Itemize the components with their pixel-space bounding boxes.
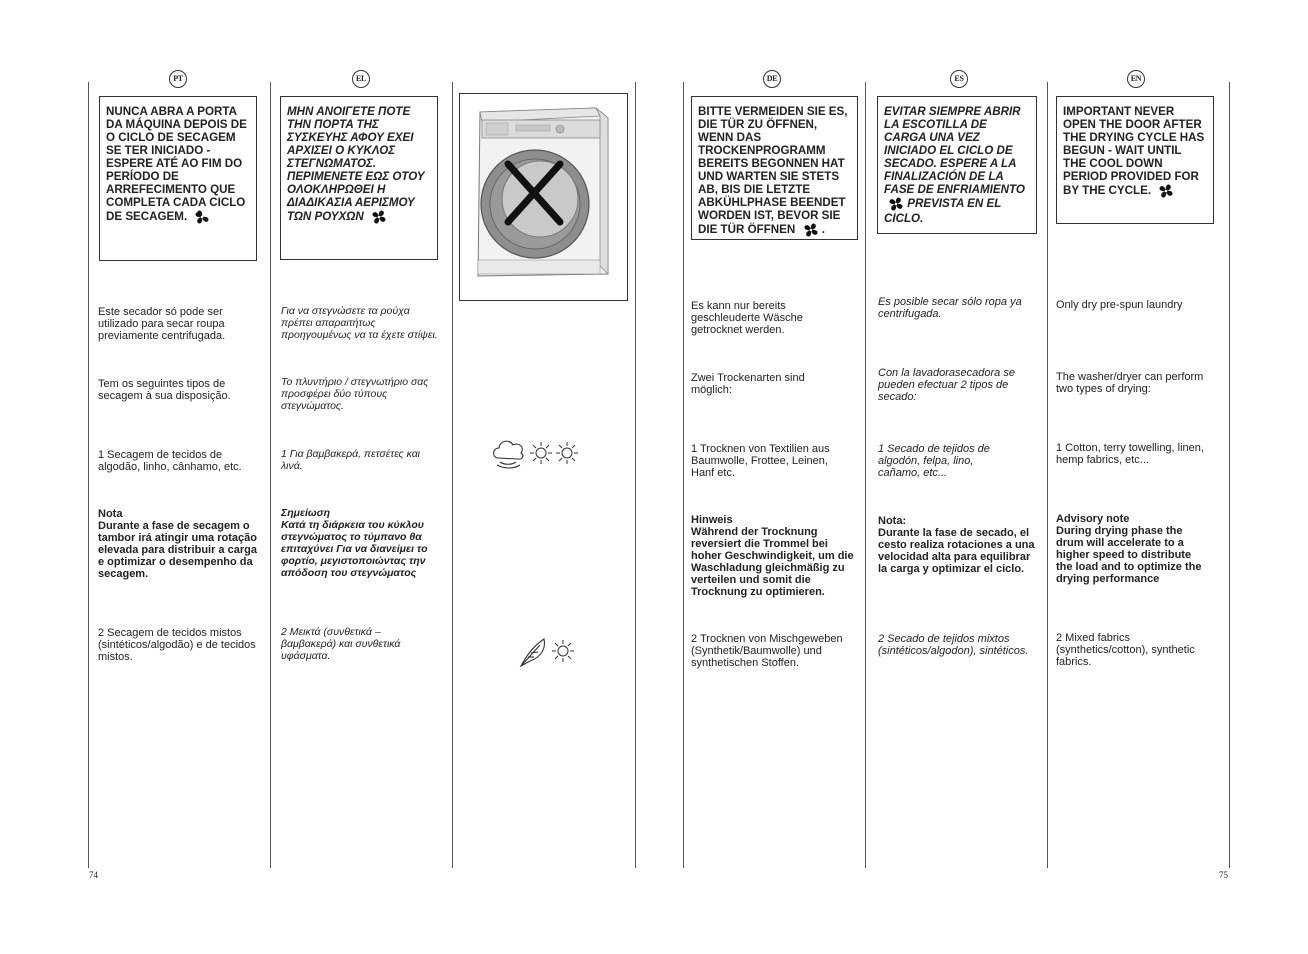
lang-badge-en: EN [1127, 70, 1145, 88]
paragraph-de-3: 1 Trocknen von Textilien aus Baumwolle, Frottee, Leinen, Hanf etc. [691, 443, 830, 479]
synthetic-drying-icons [518, 635, 578, 674]
paragraph-es-4: 2 Secado de tejidos mixtos (sintéticos/algodon), sintéticos. [878, 633, 1029, 657]
warning-box-en [1056, 96, 1214, 224]
warning-text-de: BITTE VERMEIDEN SIE ES, DIE TÜR ZU ÖFFNEN, WENN DAS TROCKENPROGRAMM BEREITS BEGONNEN HAT UND WARTEN SIE STETS AB, BIS DIE LETZTE ABKÜHLPHASE BEENDET WORDEN IST, BEVOR SIE DIE TÜR ÖFFNEN [698, 105, 848, 237]
paragraph-el-3: 1 Για βαμβακερά, πετσέτες και λινά. [281, 448, 421, 472]
lang-badge-de: DE [763, 70, 781, 88]
note-el: Κατά τη διάρκεια του κύκλου στεγνώματος το τύμπανο θα επιταχύνει Για να διανείμει το φορτίο, μεγιστοποιώντας την απόδοση του στεγνώματος [281, 519, 428, 579]
paragraph-de-1: Es kann nur bereits geschleuderte Wäsche getrocknet werden. [691, 300, 803, 336]
warning-box-pt [99, 96, 257, 261]
paragraph-en-4: 2 Mixed fabrics (synthetics/cotton), synthetic fabrics. [1056, 632, 1195, 668]
sun-icon [530, 442, 552, 464]
note-en: During drying phase the drum will accelerate to a higher speed to distribute the load and to optimize the drying performance [1056, 525, 1202, 585]
paragraph-en-1: Only dry pre-spun laundry [1056, 299, 1183, 311]
column-divider [635, 82, 636, 868]
lang-badge-el: EL [352, 70, 370, 88]
paragraph-en-2: The washer/dryer can perform two types of drying: [1056, 371, 1204, 395]
fan-icon [888, 196, 904, 212]
paragraph-el-4: 2 Μεικτά (συνθετικά – βαμβακερά) και συνθετικά υφάσματα. [281, 626, 401, 662]
column-divider [452, 82, 453, 868]
paragraph-es-3: 1 Secado de tejidos de algodón, felpa, lino, cañamo, etc... [878, 443, 990, 479]
warning-end-de: . [821, 223, 825, 237]
note-title-de: Hinweis [691, 514, 733, 526]
fan-icon [194, 209, 210, 225]
note-pt: Durante a fase de secagem o tambor irá atingir uma rotação elevada para distribuir a carga e optimizar o desempenho da secagem. [98, 520, 257, 580]
paragraph-es-2: Con la lavadorasecadora se pueden efectuar 2 tipos de secado: [878, 367, 1015, 403]
note-title-el: Σημείωση [281, 507, 331, 519]
paragraph-en-3: 1 Cotton, terry towelling, linen, hemp fabrics, etc... [1056, 442, 1204, 466]
note-title-pt: Nota [98, 508, 123, 520]
warning-text-pt: NUNCA ABRA A PORTA DA MÁQUINA DEPOIS DE O CICLO DE SECAGEM SE TER INICIADO - ESPERE ATÉ AO FIM DO PERÍODO DE ARREFECIMENTO QUE COMPLETA CADA CICLO DE SECAGEM. [106, 105, 247, 224]
cotton-drying-icons [492, 436, 582, 475]
column-divider [88, 82, 89, 868]
page-number-right: 75 [1219, 870, 1228, 880]
fan-icon [371, 209, 387, 225]
warning-text-en: IMPORTANT NEVER OPEN THE DOOR AFTER THE DRYING CYCLE HAS BEGUN - WAIT UNTIL THE COOL DOWN PERIOD PROVIDED FOR BY THE CYCLE. [1063, 105, 1205, 198]
warning-text-es: EVITAR SIEMPRE ABRIR LA ESCOTILLA DE CARGA UNA VEZ INICIADO EL CICLO DE SECADO. ESPERE A LA FINALIZACIÓN DE LA FASE DE ENFRIAMIENTO [884, 105, 1025, 196]
paragraph-pt-2: Tem os seguintes tipos de secagem à sua disposição. [98, 378, 231, 402]
note-de: Während der Trocknung reversiert die Trommel bei hoher Geschwindigkeit, um die Waschladung gleichmäßig zu verteilen und somit die Trocknung zu optimieren. [691, 526, 854, 598]
paragraph-de-4: 2 Trocknen von Mischgeweben (Synthetik/Baumwolle) und synthetischen Stoffen. [691, 633, 843, 669]
paragraph-pt-1: Este secador só pode ser utilizado para secar roupa previamente centrifugada. [98, 306, 226, 342]
note-es: Durante la fase de secado, el cesto realiza rotaciones a una velocidad alta para equilibrar la carga y optimizar el ciclo. [878, 527, 1035, 575]
warning-box-de [691, 96, 858, 240]
column-divider [1047, 82, 1048, 868]
lang-badge-pt: PT [169, 70, 187, 88]
column-divider [1229, 82, 1230, 868]
sun-icon [552, 640, 574, 662]
paragraph-pt-4: 2 Secagem de tecidos mistos (sintéticos/algodão) e de tecidos mistos. [98, 627, 256, 663]
paragraph-el-1: Για να στεγνώσετε τα ρούχα πρέπει απαραιτήτως προηγουμένως να τα έχετε στίψει. [281, 305, 438, 341]
paragraph-el-2: Το πλυντήριο / στεγνωτήριο σας προσφέρει δύο τύπους στεγνώματος. [281, 376, 429, 412]
lang-badge-es: ES [950, 70, 968, 88]
warning-box-es [877, 96, 1037, 234]
warning-box-el [280, 96, 438, 260]
warning-end-es: PREVISTA EN EL CICLO. [884, 197, 1002, 225]
feather-icon [521, 639, 544, 666]
washer-dryer-crossed-image [459, 93, 628, 301]
paragraph-pt-3: 1 Secagem de tecidos de algodão, linho, cânhamo, etc. [98, 449, 242, 473]
column-divider [270, 82, 271, 868]
note-title-en: Advisory note [1056, 513, 1130, 525]
column-divider [865, 82, 866, 868]
cotton-cloud-icon [494, 441, 523, 468]
warning-text-el: ΜΗΝ ΑΝΟΙΓΕΤΕ ΠΟΤΕ ΤΗΝ ΠΟΡΤΑ ΤΗΣ ΣΥΣΚΕΥΗΣ ΑΦΟΥ ΕΧΕΙ ΑΡΧΙΣΕΙ Ο ΚΥΚΛΟΣ ΣΤΕΓΝΩΜΑΤΟΣ. ΠΕΡΙΜΕΝΕΤΕ ΕΩΣ ΟΤΟΥ ΟΛΟΚΛΗΡΩΘΕΙ Η ΔΙΑΔΙΚΑΣΙΑ ΑΕΡΙΣΜΟΥ ΤΩΝ ΡΟΥΧΩΝ [287, 105, 425, 224]
fan-icon [1158, 183, 1174, 199]
column-divider [683, 82, 684, 868]
paragraph-es-1: Es posible secar sólo ropa ya centrifugada. [878, 296, 1022, 320]
page-number-left: 74 [89, 870, 98, 880]
paragraph-de-2: Zwei Trockenarten sind möglich: [691, 372, 805, 396]
note-title-es: Nota: [878, 515, 907, 527]
fan-icon [803, 222, 819, 238]
sun-icon [556, 442, 578, 464]
